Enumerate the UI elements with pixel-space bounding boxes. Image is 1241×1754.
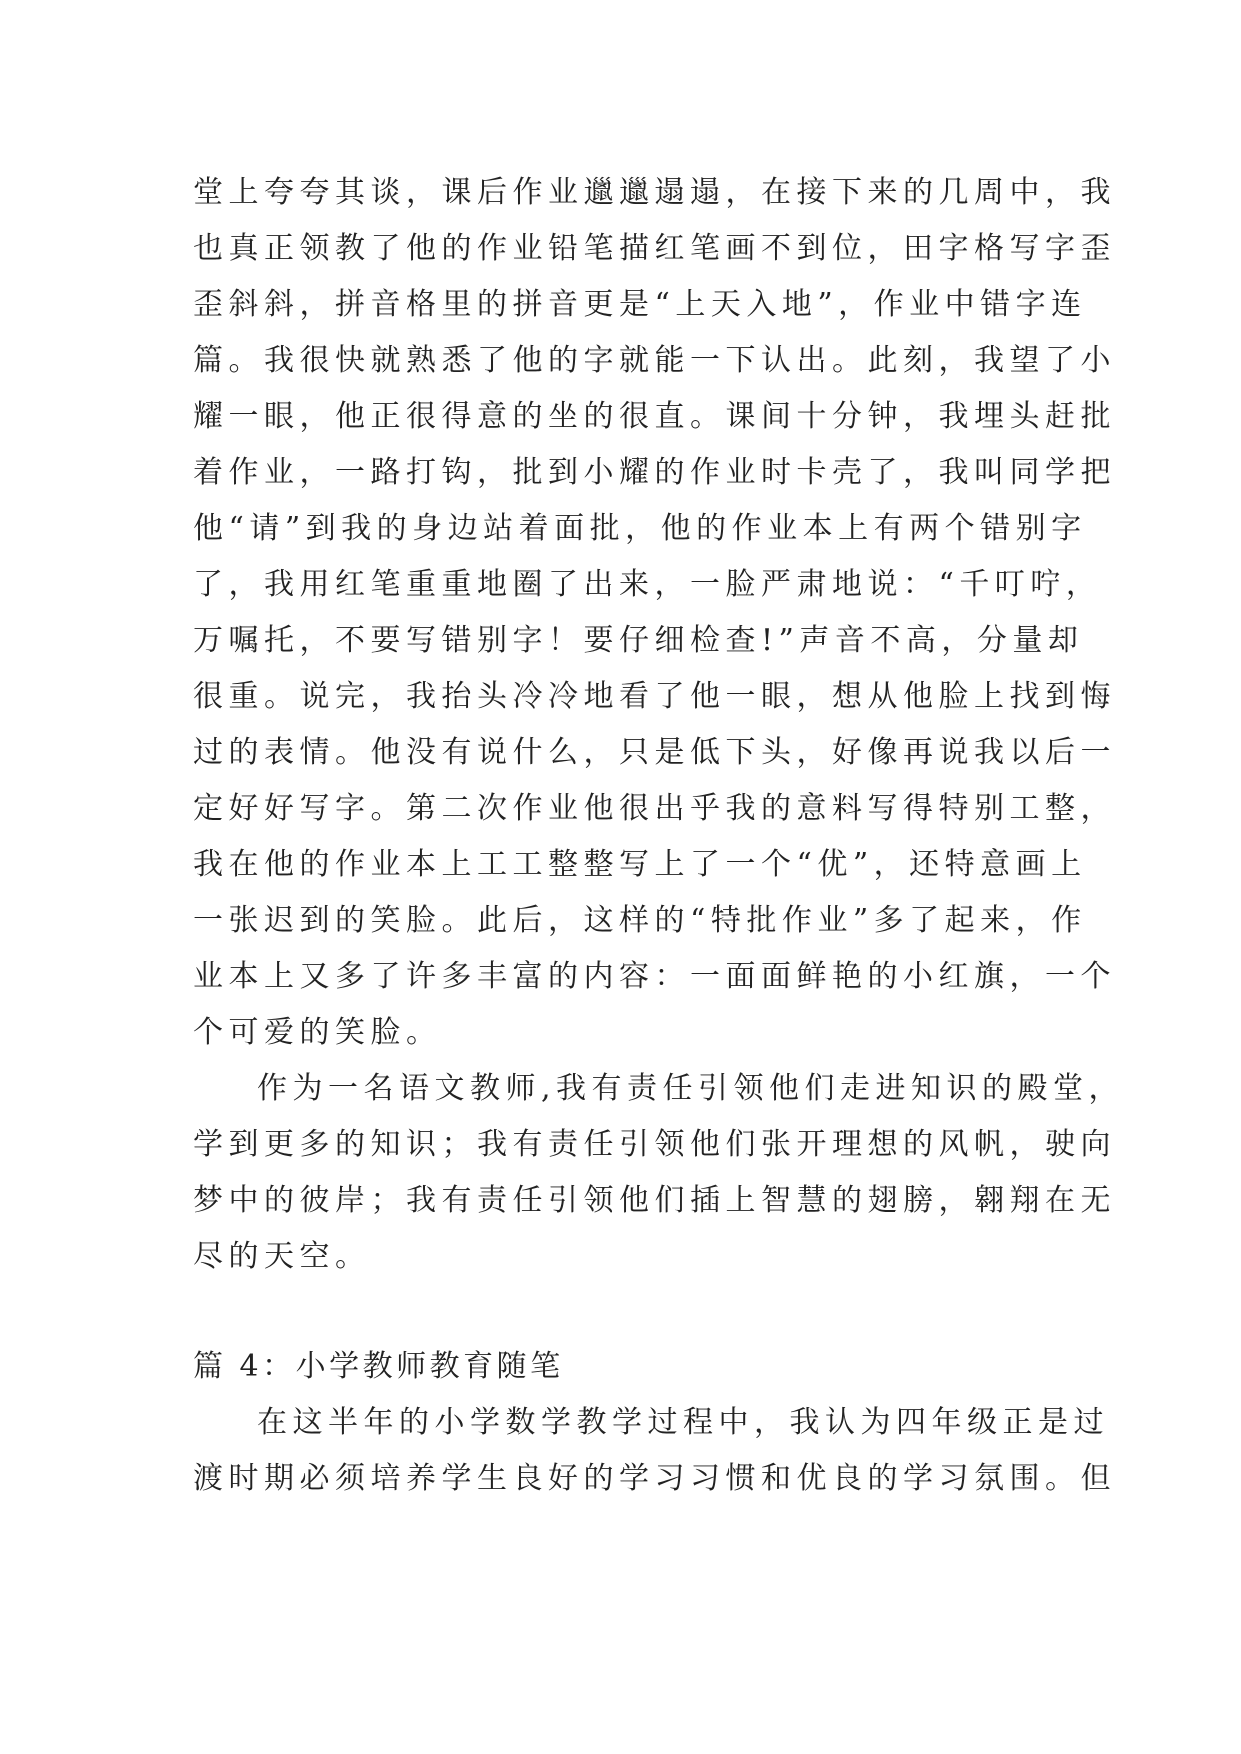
text-line: 学到更多的知识；我有责任引领他们张开理想的风帆，驶向: [193, 1127, 1116, 1162]
text-line: 渡时期必须培养学生良好的学习习惯和优良的学习氛围。但: [193, 1461, 1116, 1496]
section-heading: 篇 4：小学教师教育随笔: [193, 1349, 564, 1384]
paragraph-2: [193, 1061, 1125, 1285]
text-line: 歪斜斜，拼音格里的拼音更是“上天入地”，作业中错字连: [193, 287, 1087, 322]
text-line: 了，我用红笔重重地圈了出来，一脸严肃地说：“千叮咛，: [193, 567, 1102, 602]
text-line: 着作业，一路打钩，批到小耀的作业时卡壳了，我叫同学把: [193, 455, 1116, 490]
paragraph-1: [193, 165, 1116, 1061]
text-line: 很重。说完，我抬头冷冷地看了他一眼，想从他脸上找到悔: [193, 679, 1116, 714]
text-line: 一张迟到的笑脸。此后，这样的“特批作业”多了起来，作: [193, 903, 1087, 938]
text-line: 篇。我很快就熟悉了他的字就能一下认出。此刻，我望了小: [193, 343, 1116, 378]
text-line: 万嘱托，不要写错别字！要仔细检查!”声音不高，分量却: [193, 623, 1084, 658]
text-line: 尽的天空。: [193, 1239, 371, 1274]
text-line: 过的表情。他没有说什么，只是低下头，好像再说我以后一: [193, 735, 1116, 770]
text-line: 梦中的彼岸；我有责任引领他们插上智慧的翅膀，翱翔在无: [193, 1183, 1116, 1218]
text-line: 定好好写字。第二次作业他很出乎我的意料写得特别工整，: [193, 791, 1116, 826]
document-body: [193, 165, 1125, 1507]
section-spacer: [193, 1285, 1053, 1339]
text-line: 业本上又多了许多丰富的内容：一面面鲜艳的小红旗，一个: [193, 959, 1116, 994]
text-line: 在这半年的小学数学教学过程中，我认为四年级正是过: [257, 1405, 1109, 1440]
text-line: 我在他的作业本上工工整整写上了一个“优”，还特意画上: [193, 847, 1087, 882]
text-line: 堂上夸夸其谈，课后作业邋邋遢遢，在接下来的几周中，我: [193, 175, 1116, 210]
text-line: 他“请”到我的身边站着面批，他的作业本上有两个错别字: [193, 511, 1087, 546]
text-line: 耀一眼，他正很得意的坐的很直。课间十分钟，我埋头赶批: [193, 399, 1116, 434]
text-line: 作为一名语文教师,我有责任引领他们走进知识的殿堂，: [257, 1071, 1125, 1106]
text-line: 个可爱的笑脸。: [193, 1015, 442, 1050]
paragraph-3: [193, 1395, 1116, 1507]
text-line: 也真正领教了他的作业铅笔描红笔画不到位，田字格写字歪: [193, 231, 1116, 266]
